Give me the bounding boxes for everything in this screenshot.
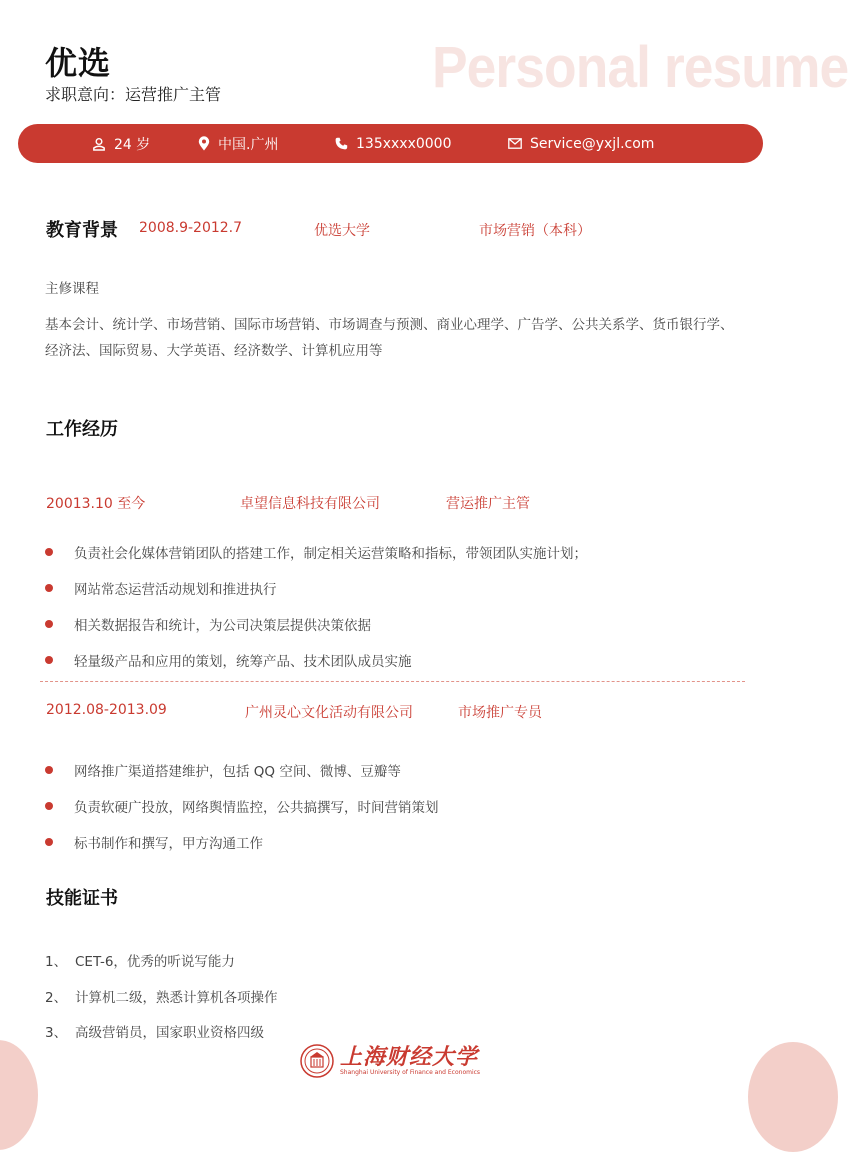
location-pin-icon [198,136,210,151]
decorative-corner-right [748,1042,838,1152]
contact-email [508,124,654,163]
contact-location [198,124,278,163]
mail-icon [508,138,522,149]
logo-english-name: Shanghai University of Finance and Economics [340,1069,481,1076]
watermark-text: Personal resume [432,35,848,100]
job-1-period: 20013.10 至今 [46,496,146,512]
contact-bar [18,124,763,163]
list-item: 网络推广渠道搭建维护，包括 QQ 空间、微博、豆瓣等 [45,760,401,780]
bullet-dot [45,620,53,628]
list-item: 3、 高级营销员，国家职业资格四级 [45,1025,264,1041]
list-item: 1、 CET-6，优秀的听说写能力 [45,954,235,970]
phone-text: 135xxxx0000 [356,135,452,152]
bullet-dot [45,584,53,592]
list-item: 轻量级产品和应用的策划，统筹产品、技术团队成员实施 [45,650,412,670]
education-school: 优选大学 [314,223,370,239]
contact-phone [335,124,452,163]
dashed-divider [40,681,745,682]
job-objective: 求职意向：运营推广主管 [45,85,222,104]
list-item: 负责社会化媒体营销团队的搭建工作，制定相关运营策略和指标，带领团队实施计划； [45,542,587,562]
work-title: 工作经历 [46,419,118,440]
list-item: 2、 计算机二级，熟悉计算机各项操作 [45,990,278,1006]
bullet-dot [45,766,53,774]
courses-label: 主修课程 [45,281,99,297]
bullet-dot [45,838,53,846]
bullet-dot [45,656,53,664]
contact-age [92,124,150,163]
list-item: 标书制作和撰写，甲方沟通工作 [45,832,263,852]
bullet-dot [45,802,53,810]
job-1-position: 营运推广主管 [446,496,530,512]
list-item: 相关数据报告和统计，为公司决策层提供决策依据 [45,614,371,634]
education-period: 2008.9-2012.7 [139,220,243,236]
age-text: 24 岁 [114,136,151,153]
job-2-company: 广州灵心文化活动有限公司 [245,705,413,721]
bullet-dot [45,548,53,556]
skills-title: 技能证书 [46,888,118,909]
education-major: 市场营销（本科） [479,223,591,239]
location-text: 中国.广州 [218,136,279,153]
user-icon [92,137,106,151]
university-logo [300,1044,480,1078]
job-2-period: 2012.08-2013.09 [46,702,167,718]
email-text: Service@yxjl.com [530,135,655,152]
list-item: 负责软硬广投放，网络舆情监控，公共搞撰写，时间营销策划 [45,796,439,816]
list-item: 网站常态运营活动规划和推进执行 [45,578,277,598]
job-1-company: 卓望信息科技有限公司 [240,496,380,512]
courses-line-1: 基本会计、统计学、市场营销、国际市场营销、市场调查与预测、商业心理学、广告学、公共关系学、货币银行学、 [45,317,734,333]
university-seal-icon [300,1044,334,1078]
logo-text [340,1045,480,1077]
logo-chinese-name: 上海财经大学 [340,1044,479,1070]
phone-icon [335,137,348,150]
candidate-name: 优选 [45,44,112,82]
education-title: 教育背景 [46,220,118,241]
job-2-position: 市场推广专员 [458,705,542,721]
courses-line-2: 经济法、国际贸易、大学英语、经济数学、计算机应用等 [45,343,383,359]
decorative-corner-left [0,1040,38,1150]
